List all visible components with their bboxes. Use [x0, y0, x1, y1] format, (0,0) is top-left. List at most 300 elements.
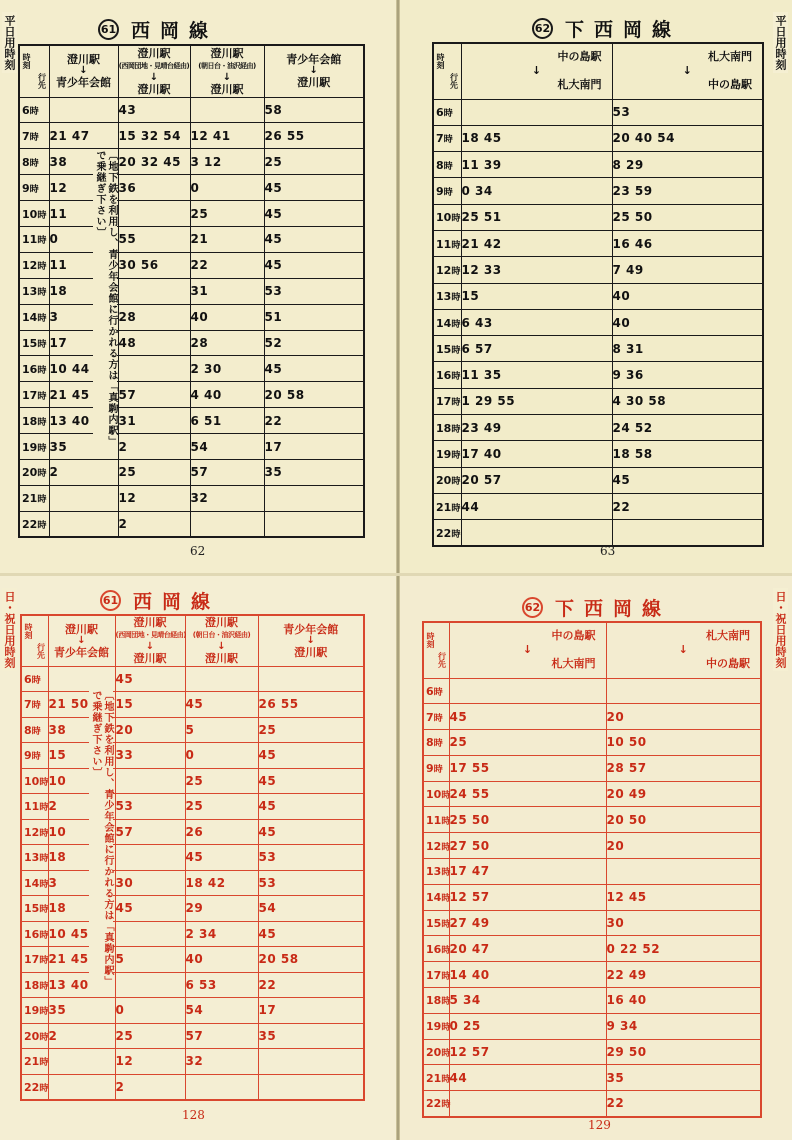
hour-cell	[21, 921, 48, 947]
hour-cell	[423, 859, 449, 885]
minute-cell: 20 47	[449, 936, 606, 962]
hour-suffix: 時	[39, 1082, 49, 1094]
from-stop: 澄川駅	[137, 46, 171, 60]
minute-cell	[118, 201, 190, 227]
route-name: 西岡線	[133, 590, 221, 613]
route-number-badge: 62	[532, 18, 553, 39]
timetable-row	[433, 230, 763, 256]
from-stop: 札大南門	[706, 629, 750, 643]
page-divider	[0, 573, 792, 576]
minute-cell: 21 45	[49, 382, 118, 408]
minute-cell: 25	[185, 794, 258, 820]
page-number: 129	[588, 1118, 611, 1132]
minute-cell	[606, 859, 761, 885]
timetable-row	[423, 781, 761, 807]
direction-label	[50, 53, 118, 89]
minute-cell: 53	[258, 870, 364, 896]
hour-cell	[21, 845, 48, 871]
hour-value: 15	[426, 917, 442, 931]
hour-cell	[433, 493, 461, 519]
minute-cell: 21	[190, 226, 264, 252]
hour-cell	[433, 125, 461, 151]
to-stop: 青少年会館	[54, 645, 109, 659]
minute-cell	[461, 520, 612, 546]
timetable-row	[433, 99, 763, 125]
minute-cell: 18	[49, 278, 118, 304]
timetable-row	[433, 362, 763, 388]
hour-value: 17	[436, 395, 452, 409]
to-row	[617, 657, 751, 671]
timetable-row	[423, 936, 761, 962]
down-arrow-icon: ↓	[149, 71, 159, 83]
minute-cell: 3	[49, 304, 118, 330]
timetable-row	[19, 459, 364, 485]
hour-suffix: 時	[31, 751, 41, 763]
hour-value: 8	[426, 736, 434, 750]
minute-cell: 45	[264, 226, 364, 252]
hour-cell	[19, 382, 49, 408]
minute-cell: 13 40	[48, 972, 115, 998]
hour-cell	[433, 388, 461, 414]
hour-suffix: 時	[39, 802, 49, 814]
minute-cell: 18 45	[461, 125, 612, 151]
timetable-row	[433, 204, 763, 230]
timetable-row	[433, 388, 763, 414]
minute-cell	[118, 356, 190, 382]
hour-suffix: 時	[451, 265, 461, 277]
timetable-row	[423, 1039, 761, 1065]
hour-value: 14	[426, 891, 442, 905]
route-number-badge: 61	[98, 19, 119, 40]
minute-cell: 45	[258, 743, 364, 769]
minute-cell: 12	[49, 175, 118, 201]
hour-cell	[19, 356, 49, 382]
hour-suffix: 時	[37, 209, 47, 221]
to-stop: 札大南門	[551, 657, 596, 671]
minute-cell: 0	[49, 226, 118, 252]
hour-suffix: 時	[441, 1022, 451, 1034]
minute-cell	[190, 97, 264, 123]
direction-label	[259, 623, 364, 659]
hour-cell	[19, 278, 49, 304]
minute-cell: 12 57	[449, 1039, 606, 1065]
minute-cell: 8 31	[612, 336, 763, 362]
minute-cell: 21 50	[48, 692, 115, 718]
hour-value: 17	[24, 953, 40, 967]
hour-value: 12	[436, 263, 452, 277]
hour-value: 6	[436, 106, 444, 120]
minute-cell: 18	[48, 896, 115, 922]
minute-cell: 5	[185, 717, 258, 743]
hour-value: 9	[436, 185, 444, 199]
hour-suffix: 時	[37, 287, 47, 299]
minute-cell: 0 22 52	[606, 936, 761, 962]
route-number-badge: 62	[522, 597, 543, 618]
timetable-row	[19, 356, 364, 382]
route-name: 西岡線	[131, 19, 219, 42]
down-arrow-icon: ↓	[531, 64, 542, 78]
down-arrow-icon: ↓	[222, 71, 232, 83]
minute-cell	[612, 520, 763, 546]
minute-cell: 22	[258, 972, 364, 998]
direction-header	[258, 615, 364, 666]
hour-suffix: 時	[37, 390, 47, 402]
hour-suffix: 時	[441, 867, 451, 879]
timetable-p128	[20, 614, 365, 1101]
direction-header	[115, 615, 185, 666]
to-stop: 澄川駅	[133, 652, 167, 666]
from-stop: 青少年会館	[283, 622, 339, 636]
down-arrow-icon: ↓	[77, 634, 86, 646]
hour-cell	[423, 1013, 449, 1039]
header-row	[19, 45, 364, 97]
minute-cell: 17 55	[449, 755, 606, 781]
corner-dest-label: 行先	[37, 73, 47, 90]
down-arrow-icon: ↓	[79, 65, 88, 77]
down-arrow-icon: ↓	[217, 641, 226, 653]
direction-label	[613, 46, 763, 96]
minute-cell: 17 40	[461, 441, 612, 467]
title-bar-p63	[532, 16, 681, 40]
minute-cell: 36	[118, 175, 190, 201]
corner-time-label: 時刻	[22, 53, 31, 70]
minute-cell: 45	[264, 252, 364, 278]
timetable-row	[21, 794, 364, 820]
hour-suffix: 時	[451, 213, 461, 225]
hour-suffix: 時	[31, 725, 41, 737]
direction-label	[49, 623, 115, 659]
minute-cell: 35	[49, 434, 118, 460]
from-row	[623, 50, 753, 64]
minute-cell: 25	[264, 149, 364, 175]
hour-cell	[433, 441, 461, 467]
timetable-row	[423, 755, 761, 781]
page-number: 128	[182, 1108, 205, 1122]
minute-cell: 12 33	[461, 257, 612, 283]
hour-suffix: 時	[441, 841, 451, 853]
direction-header	[612, 43, 763, 99]
hour-value: 21	[24, 1055, 40, 1069]
to-stop: 澄川駅	[294, 645, 328, 659]
timetable-row	[19, 97, 364, 123]
hour-cell	[433, 309, 461, 335]
minute-cell: 33	[115, 743, 185, 769]
timetable-row	[433, 257, 763, 283]
page-number: 62	[190, 544, 206, 558]
to-stop: 澄川駅	[137, 82, 171, 96]
from-stop: 中の島駅	[551, 629, 596, 643]
minute-cell: 1 29 55	[461, 388, 612, 414]
minute-cell: 15	[461, 283, 612, 309]
hour-cell	[19, 252, 49, 278]
minute-cell	[264, 511, 364, 537]
timetable-row	[433, 467, 763, 493]
direction-label	[265, 53, 364, 89]
minute-cell: 11 39	[461, 152, 612, 178]
title-bar-p128	[100, 588, 220, 612]
hour-value: 6	[22, 103, 30, 117]
minute-cell: 53	[612, 99, 763, 125]
hour-cell	[21, 1074, 48, 1100]
hour-value: 8	[436, 158, 444, 172]
minute-cell: 22	[612, 493, 763, 519]
via-route: (西岡団地・見晴台経由)	[118, 61, 190, 70]
timetable-row	[21, 692, 364, 718]
hour-suffix: 時	[443, 187, 453, 199]
minute-cell: 12 41	[190, 123, 264, 149]
minute-cell: 28	[190, 330, 264, 356]
minute-cell: 54	[258, 896, 364, 922]
timetable-row	[21, 743, 364, 769]
hour-cell	[21, 896, 48, 922]
header-row	[433, 43, 763, 99]
hour-cell	[423, 910, 449, 936]
minute-cell	[48, 1074, 115, 1100]
hour-value: 10	[436, 211, 452, 225]
minute-cell	[115, 845, 185, 871]
minute-cell: 45	[115, 896, 185, 922]
minute-cell: 21 42	[461, 230, 612, 256]
hour-value: 9	[426, 762, 434, 776]
hour-suffix: 時	[39, 1057, 49, 1069]
hour-suffix: 時	[451, 397, 461, 409]
from-stop: 澄川駅	[67, 53, 100, 67]
hour-value: 18	[426, 994, 442, 1008]
hour-value: 13	[436, 290, 452, 304]
minute-cell: 45	[612, 467, 763, 493]
hour-suffix: 時	[433, 686, 443, 698]
minute-cell: 12	[115, 1049, 185, 1075]
minute-cell: 25	[190, 201, 264, 227]
minute-cell: 22	[606, 1091, 761, 1117]
minute-cell: 53	[264, 278, 364, 304]
hour-cell	[19, 485, 49, 511]
hour-suffix: 時	[443, 160, 453, 172]
to-row	[460, 657, 596, 671]
hour-cell	[423, 988, 449, 1014]
hour-value: 22	[24, 1080, 40, 1094]
hour-suffix: 時	[37, 338, 47, 350]
to-stop: 澄川駅	[205, 652, 238, 666]
hour-suffix: 時	[451, 318, 461, 330]
minute-cell	[258, 1049, 364, 1075]
hour-suffix: 時	[31, 700, 41, 712]
minute-cell: 0	[115, 998, 185, 1024]
hour-suffix: 時	[441, 970, 451, 982]
book-gutter	[396, 0, 400, 1140]
hour-suffix: 時	[451, 423, 461, 435]
minute-cell	[606, 678, 761, 704]
minute-cell: 2 30	[190, 356, 264, 382]
hour-suffix: 時	[441, 1048, 451, 1060]
hour-suffix: 時	[37, 442, 47, 454]
minute-cell: 25	[449, 730, 606, 756]
timetable-row	[433, 283, 763, 309]
minute-cell: 51	[264, 304, 364, 330]
timetable-row	[423, 833, 761, 859]
minute-cell: 45	[449, 704, 606, 730]
minute-cell: 17	[264, 434, 364, 460]
minute-cell: 8 29	[612, 152, 763, 178]
hour-suffix: 時	[39, 1006, 49, 1018]
minute-cell: 11	[49, 201, 118, 227]
timetable-row	[19, 278, 364, 304]
minute-cell: 32	[190, 485, 264, 511]
hour-cell	[433, 178, 461, 204]
hour-value: 7	[426, 710, 434, 724]
hour-suffix: 時	[39, 878, 49, 890]
hour-cell	[21, 794, 48, 820]
to-stop: 澄川駅	[297, 76, 331, 90]
hour-suffix: 時	[29, 183, 39, 195]
hour-value: 12	[22, 259, 38, 273]
timetable-row	[433, 152, 763, 178]
hour-cell	[21, 998, 48, 1024]
direction-label	[607, 625, 761, 675]
minute-cell: 2 34	[185, 921, 258, 947]
minute-cell: 45	[185, 845, 258, 871]
hour-value: 9	[24, 749, 32, 763]
timetable-row	[19, 330, 364, 356]
minute-cell: 44	[449, 1065, 606, 1091]
hour-value: 22	[436, 526, 452, 540]
hour-suffix: 時	[451, 502, 461, 514]
hour-cell	[19, 123, 49, 149]
minute-cell: 10 50	[606, 730, 761, 756]
minute-cell: 57	[115, 819, 185, 845]
hour-cell	[433, 362, 461, 388]
hour-value: 20	[426, 1046, 442, 1060]
minute-cell: 45	[264, 175, 364, 201]
from-row	[460, 629, 596, 643]
hour-suffix: 時	[39, 955, 49, 967]
hour-value: 19	[24, 1004, 40, 1018]
minute-cell: 5	[115, 947, 185, 973]
hour-cell	[21, 692, 48, 718]
hour-cell	[423, 730, 449, 756]
minute-cell: 35	[48, 998, 115, 1024]
hour-suffix: 時	[441, 919, 451, 931]
hour-value: 9	[22, 181, 30, 195]
minute-cell: 7 49	[612, 257, 763, 283]
minute-cell: 15 32 54	[118, 123, 190, 149]
hour-value: 11	[22, 233, 38, 247]
timetable-row	[423, 807, 761, 833]
hour-suffix: 時	[441, 815, 451, 827]
minute-cell: 57	[185, 1023, 258, 1049]
minute-cell: 2	[48, 794, 115, 820]
hour-value: 15	[436, 342, 452, 356]
hour-cell	[423, 833, 449, 859]
hour-cell	[423, 1039, 449, 1065]
hour-suffix: 時	[29, 105, 39, 117]
hour-cell	[19, 434, 49, 460]
minute-cell: 28 57	[606, 755, 761, 781]
minute-cell: 3 12	[190, 149, 264, 175]
minute-cell: 20 58	[264, 382, 364, 408]
minute-cell: 10	[48, 819, 115, 845]
minute-cell: 20	[115, 717, 185, 743]
minute-cell: 27 50	[449, 833, 606, 859]
minute-cell: 40	[612, 309, 763, 335]
hour-suffix: 時	[37, 519, 47, 531]
timetable-row	[433, 493, 763, 519]
hour-suffix: 時	[29, 157, 39, 169]
minute-cell: 16 46	[612, 230, 763, 256]
minute-cell: 26	[185, 819, 258, 845]
hour-cell	[423, 1091, 449, 1117]
hour-value: 11	[426, 813, 442, 827]
direction-header	[49, 45, 118, 97]
timetable-row	[19, 123, 364, 149]
minute-cell: 20 57	[461, 467, 612, 493]
hour-suffix: 時	[451, 450, 461, 461]
via-route: (朝日台・油沢経由)	[198, 61, 256, 70]
down-arrow-icon: ↓	[678, 643, 688, 657]
corner-time-label: 時刻	[24, 622, 33, 639]
minute-cell: 45	[258, 921, 364, 947]
minute-cell: 35	[258, 1023, 364, 1049]
hour-value: 15	[24, 902, 40, 916]
hour-cell	[19, 459, 49, 485]
minute-cell: 45	[264, 356, 364, 382]
corner-dest-label: 行先	[437, 652, 447, 669]
timetable-row	[19, 434, 364, 460]
minute-cell: 29 50	[606, 1039, 761, 1065]
hour-value: 17	[22, 388, 38, 402]
hour-cell	[423, 755, 449, 781]
hour-value: 21	[426, 1071, 442, 1085]
hour-suffix: 時	[441, 893, 451, 905]
hour-value: 7	[436, 132, 444, 146]
minute-cell: 23 59	[612, 178, 763, 204]
timetable-row	[19, 201, 364, 227]
hour-value: 14	[22, 311, 38, 325]
timetable-row	[19, 485, 364, 511]
minute-cell: 2	[118, 434, 190, 460]
minute-cell: 14 40	[449, 962, 606, 988]
timetable-row	[19, 175, 364, 201]
hour-value: 6	[24, 672, 32, 686]
minute-cell: 45	[258, 794, 364, 820]
minute-cell: 45	[115, 666, 185, 692]
corner-time-label: 時刻	[426, 632, 435, 649]
minute-cell: 2	[118, 511, 190, 537]
minute-cell: 30	[115, 870, 185, 896]
minute-cell: 0	[190, 175, 264, 201]
down-arrow-icon: ↓	[309, 65, 318, 77]
hour-cell	[423, 678, 449, 704]
hour-cell	[423, 1065, 449, 1091]
hour-suffix: 時	[37, 494, 47, 506]
title-bar-p129	[522, 595, 671, 619]
minute-cell: 9 36	[612, 362, 763, 388]
down-arrow-icon: ↓	[682, 64, 692, 78]
minute-cell: 31	[190, 278, 264, 304]
minute-cell: 28	[118, 304, 190, 330]
timetable-row	[19, 304, 364, 330]
hour-suffix: 時	[443, 108, 453, 120]
timetable-row	[433, 309, 763, 335]
minute-cell: 22	[190, 252, 264, 278]
hour-cell	[21, 717, 48, 743]
hour-suffix: 時	[39, 1031, 49, 1043]
minute-cell: 45	[185, 692, 258, 718]
hour-cell	[423, 884, 449, 910]
minute-cell: 52	[264, 330, 364, 356]
title-bar-p62	[98, 16, 218, 42]
hour-cell	[423, 781, 449, 807]
